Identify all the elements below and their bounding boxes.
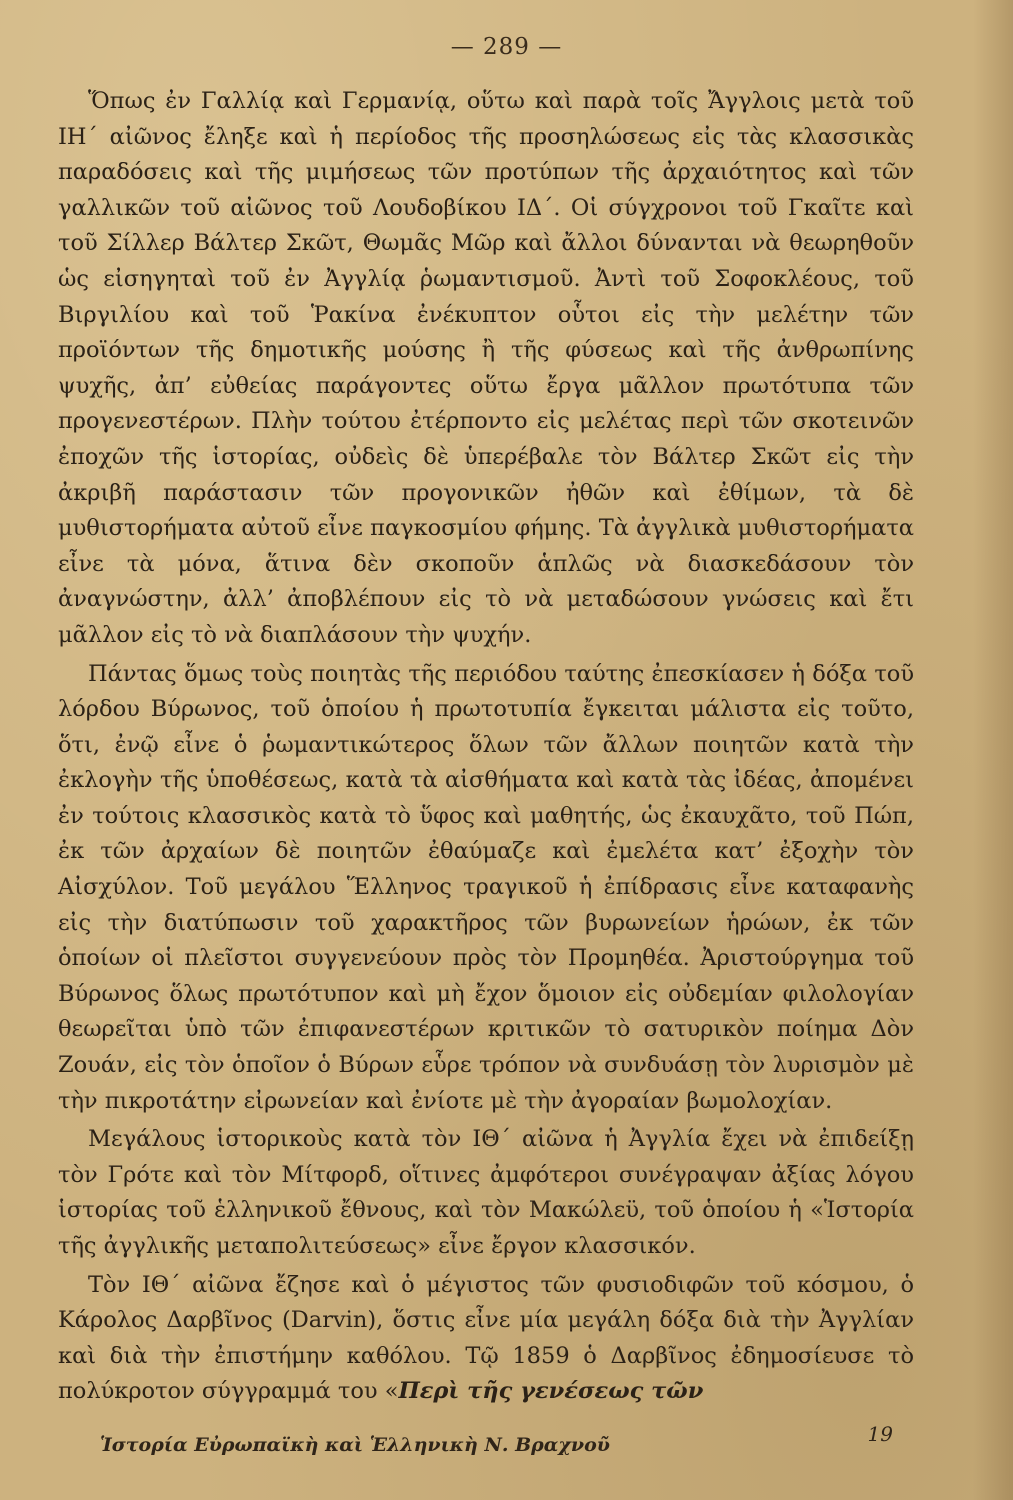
paragraph-3: Μεγάλους ἱστορικοὺς κατὰ τὸν ΙΘ΄ αἰῶνα ἡ Ἀγγλία ἔχει νὰ ἐπιδείξῃ τὸν Γρότε καὶ τὸν Μίτφορδ, οἵτινες ἀμφότεροι συνέγραψαν ἀξίας λόγου ἱστορίας τοῦ ἑλληνικοῦ ἔθνους, καὶ τὸν Μακώλεϋ, τοῦ ὁποίου ἡ «Ἱστορία τῆς ἀγγλικῆς μεταπολιτεύσεως» εἶνε ἔργον κλασσικόν. <box>58 1126 914 1259</box>
page-edge-shadow <box>973 0 1013 1500</box>
page-number: — 289 — <box>450 34 563 60</box>
signature-number: 19 <box>867 1422 893 1446</box>
paragraph-4-text: Τὸν ΙΘ΄ αἰῶνα ἔζησε καὶ ὁ μέγιστος τῶν φυσιοδιφῶν τοῦ κόσμου, ὁ Κάρολος Δαρβῖνος (Darvin), ὅστις εἶνε μία μεγάλη δόξα διὰ τὴν Ἀγγλίαν καὶ διὰ τὴν ἐπιστήμην καθόλου. Τῷ 1859 ὁ Δαρβῖνος ἐδημοσίευσε τὸ πολύκροτον σύγγραμμά του « <box>58 1271 914 1405</box>
footer-book-title: Ἱστορία Εὐρωπαϊκὴ καὶ Ἑλληνικὴ Ν. Βραχνοῦ <box>100 1434 610 1456</box>
body-text <box>58 84 914 1413</box>
paragraph-1: Ὅπως ἐν Γαλλίᾳ καὶ Γερμανίᾳ, οὕτω καὶ παρὰ τοῖς Ἄγγλοις μετὰ τοῦ ΙΗ΄ αἰῶνος ἔληξε καὶ ἡ περίοδος τῆς προσηλώσεως εἰς τὰς κλασσικὰς παραδόσεις καὶ τῆς μιμήσεως τῶν προτύπων τῆς ἀρχαιότητος καὶ τῶν γαλλικῶν τοῦ αἰῶνος τοῦ Λουδοβίκου ΙΔ΄. Οἱ σύγχρονοι τοῦ Γκαῖτε καὶ τοῦ Σίλλερ Βάλτερ Σκῶτ, Θωμᾶς Μῶρ καὶ ἄλλοι δύνανται νὰ θεωρηθοῦν ὡς εἰσηγηταὶ τοῦ ἐν Ἀγγλίᾳ ῥωμαντισμοῦ. Ἀντὶ τοῦ Σοφοκλέους, τοῦ Βιργιλίου καὶ τοῦ Ῥακίνα ἐνέκυπτον οὗτοι εἰς τὴν μελέτην τῶν προϊόντων τῆς δημοτικῆς μούσης ἢ τῆς φύσεως καὶ τῆς ἀνθρωπίνης ψυχῆς, ἀπ’ εὐθείας παράγοντες οὕτω ἔργα μᾶλλον πρωτότυπα τῶν προγενεστέρων. Πλὴν τούτου ἐτέρποντο εἰς μελέτας περὶ τῶν σκοτεινῶν ἐποχῶν τῆς ἱστορίας, οὐδεὶς δὲ ὑπερέβαλε τὸν Βάλτερ Σκῶτ εἰς τὴν ἀκριβῆ παράστασιν τῶν προγονικῶν ἠθῶν καὶ ἐθίμων, τὰ δὲ μυθιστορήματα αὐτοῦ εἶνε παγκοσμίου φήμης. Τὰ ἀγγλικὰ μυθιστορήματα εἶνε τὰ μόνα, ἅτινα δὲν σκοποῦν ἁπλῶς νὰ διασκεδάσουν τὸν ἀναγνώστην, ἀλλ’ ἀποβλέπουν εἰς τὸ νὰ μεταδώσουν γνώσεις καὶ ἔτι μᾶλλον εἰς τὸ νὰ διαπλάσουν τὴν ψυχήν. <box>58 88 914 648</box>
paragraph-4 <box>58 1268 914 1410</box>
book-title-inline: Περὶ τῆς γενέσεως τῶν <box>398 1378 704 1405</box>
paragraph-2: Πάντας ὅμως τοὺς ποιητὰς τῆς περιόδου ταύτης ἐπεσκίασεν ἡ δόξα τοῦ λόρδου Βύρωνος, τοῦ ὁποίου ἡ πρωτοτυπία ἔγκειται μάλιστα εἰς τοῦτο, ὅτι, ἐνῷ εἶνε ὁ ῥωμαντικώτερος ὅλων τῶν ἄλλων ποιητῶν κατὰ τὴν ἐκλογὴν τῆς ὑποθέσεως, κατὰ τὰ αἰσθήματα καὶ κατὰ τὰς ἰδέας, ἀπομένει ἐν τούτοις κλασσικὸς κατὰ τὸ ὕφος καὶ μαθητής, ὡς ἐκαυχᾶτο, τοῦ Πώπ, ἐκ τῶν ἀρχαίων δὲ ποιητῶν ἐθαύμαζε καὶ ἐμελέτα κατ’ ἐξοχὴν τὸν Αἰσχύλον. Τοῦ μεγάλου Ἕλληνος τραγικοῦ ἡ ἐπίδρασις εἶνε καταφανὴς εἰς τὴν διατύπωσιν τοῦ χαρακτῆρος τῶν βυρωνείων ἡρώων, ἐκ τῶν ὁποίων οἱ πλεῖστοι συγγενεύουν πρὸς τὸν Προμηθέα. Ἀριστούργημα τοῦ Βύρωνος ὅλως πρωτότυπον καὶ μὴ ἔχον ὅμοιον εἰς οὐδεμίαν φιλολογίαν θεωρεῖται ὑπὸ τῶν ἐπιφανεστέρων κριτικῶν τὸ σατυρικὸν ποίημα Δὸν Ζουάν, εἰς τὸν ὁποῖον ὁ Βύρων εὗρε τρόπον νὰ συνδυάσῃ τὸν λυρισμὸν μὲ τὴν πικροτάτην εἰρωνείαν καὶ ἐνίοτε μὲ τὴν ἀγοραίαν βωμολοχίαν. <box>58 660 914 1114</box>
